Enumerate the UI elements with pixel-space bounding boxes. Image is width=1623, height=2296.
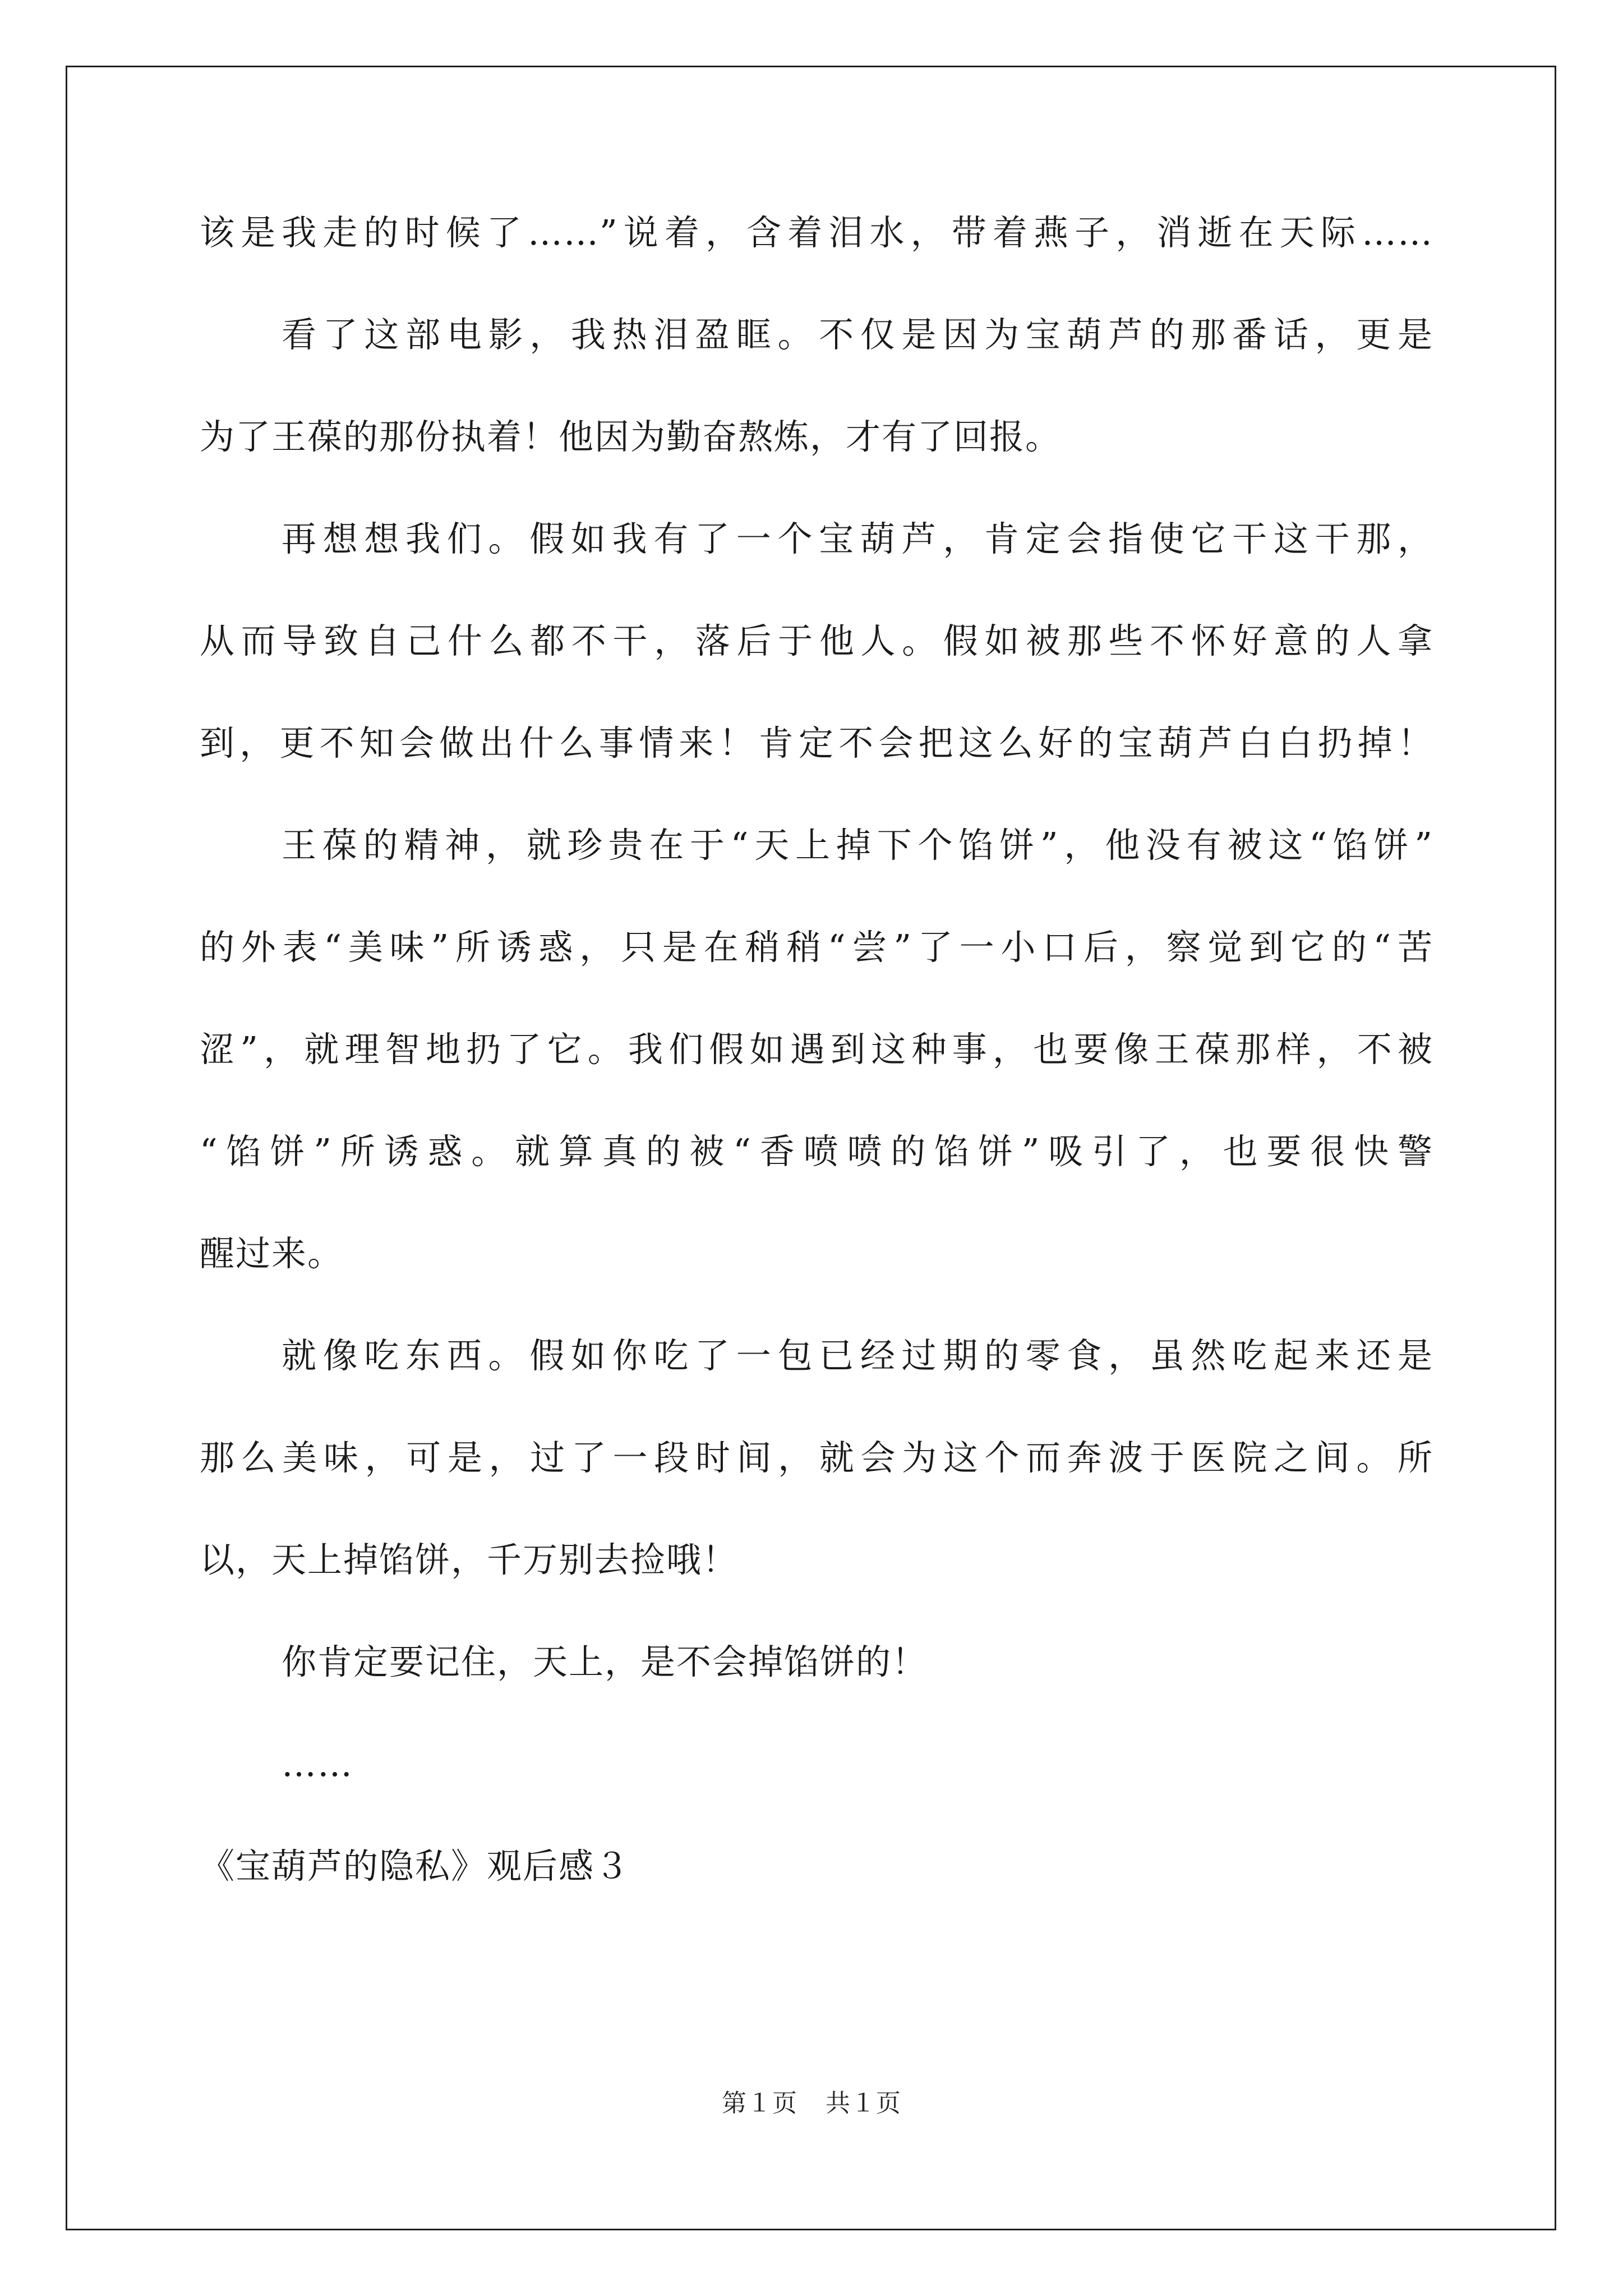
- text-line: “馅饼”所诱惑。就算真的被“香喷喷的馅饼”吸引了，也要很快警: [200, 1131, 1433, 1172]
- text-line: 的外表“美味”所诱惑，只是在稍稍“尝”了一小口后，察觉到它的“苦: [200, 927, 1433, 968]
- text-line: 该是我走的时候了……”说着，含着泪水，带着燕子，消逝在天际……: [200, 212, 1433, 253]
- text-line: 就像吃东西。假如你吃了一包已经过期的零食，虽然吃起来还是: [282, 1335, 1433, 1376]
- text-line: 看了这部电影，我热泪盈眶。不仅是因为宝葫芦的那番话，更是: [282, 314, 1433, 355]
- text-line: ……: [282, 1743, 353, 1784]
- text-line: 你肯定要记住，天上，是不会掉馅饼的！: [282, 1641, 928, 1682]
- text-line: 从而导致自己什么都不干，落后于他人。假如被那些不怀好意的人拿: [200, 620, 1433, 661]
- section-heading: 《宝葫芦的隐私》观后感３: [200, 1846, 631, 1887]
- text-line: 为了王葆的那份执着！他因为勤奋熬炼，才有了回报。: [200, 416, 1062, 457]
- page-number-current: 第１页: [722, 2089, 797, 2118]
- text-line: 醒过来。: [200, 1233, 344, 1274]
- text-line: 王葆的精神，就珍贵在于“天上掉下个馅饼”，他没有被这“馅饼”: [282, 825, 1433, 866]
- text-line: 再想想我们。假如我有了一个宝葫芦，肯定会指使它干这干那，: [282, 518, 1433, 559]
- text-line: 涩”，就理智地扔了它。我们假如遇到这种事，也要像王葆那样，不被: [200, 1029, 1433, 1070]
- document-body: [200, 210, 1433, 1946]
- text-line: 那么美味，可是，过了一段时间，就会为这个而奔波于医院之间。所: [200, 1437, 1433, 1478]
- page-footer: [0, 2083, 1623, 2119]
- text-line: 到，更不知会做出什么事情来！肯定不会把这么好的宝葫芦白白扔掉！: [200, 723, 1433, 763]
- text-line: 以，天上掉馅饼，千万别去捡哦！: [200, 1539, 739, 1580]
- page-number-total: 共１页: [826, 2089, 901, 2118]
